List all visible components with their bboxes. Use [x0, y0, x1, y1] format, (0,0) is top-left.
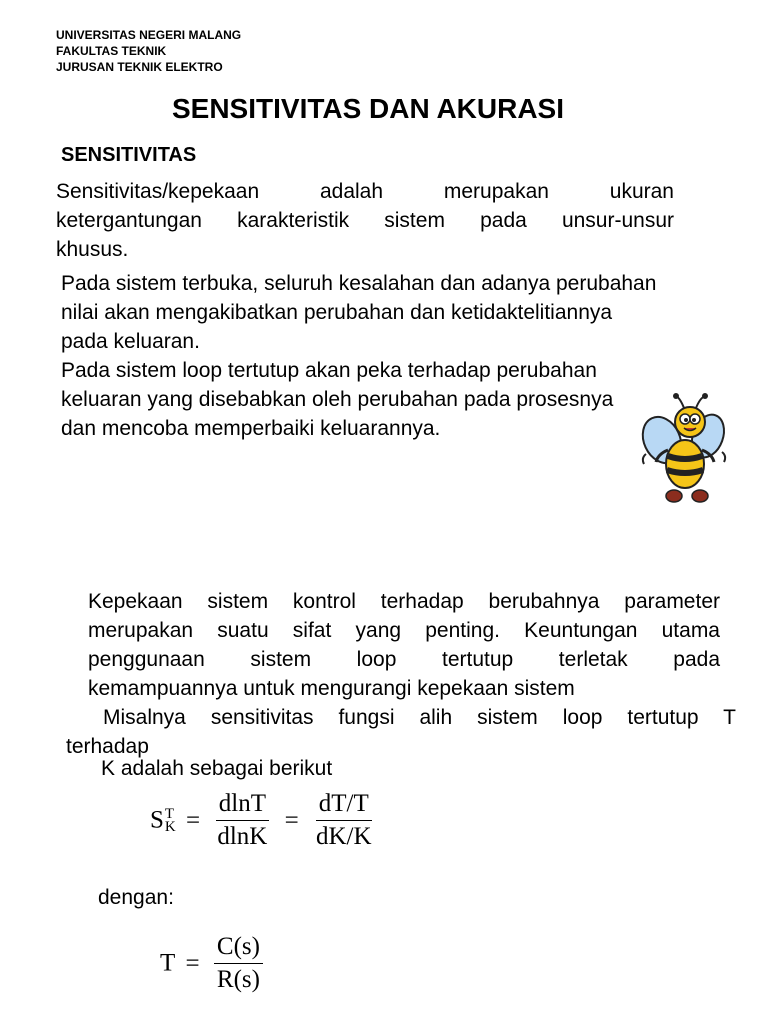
page-title: SENSITIVITAS DAN AKURASI: [171, 93, 565, 124]
faculty-name: FAKULTAS TEKNIK: [56, 44, 167, 58]
formula-lhs: T: [160, 949, 176, 977]
paragraph-line: nilai akan mengakibatkan perubahan dan ketidaktelitiannya: [61, 301, 613, 324]
paragraph-line: Sensitivitas/kepekaan adalah merupakan ukuran: [56, 180, 674, 203]
fraction-denominator: dlnK: [217, 823, 268, 850]
paragraph-line: Misalnya sensitivitas fungsi alih sistem loop tertutup T: [103, 706, 736, 729]
paragraph-line: penggunaan sistem loop tertutup terletak pada: [88, 648, 720, 671]
paragraph-sensitivity-advantage: [88, 587, 720, 703]
transfer-function-formula: [160, 933, 267, 994]
paragraph-line: merupakan suatu sifat yang penting. Keuntungan utama: [88, 619, 720, 642]
fraction-numerator: dlnT: [216, 790, 269, 821]
equals-sign: =: [284, 806, 299, 834]
paragraph-example: [66, 703, 736, 761]
formula-symbol-s: S: [150, 806, 164, 834]
university-name: UNIVERSITAS NEGERI MALANG: [56, 28, 242, 42]
paragraph-line: kemampuannya untuk mengurangi kepekaan sistem: [88, 677, 575, 700]
k-intro-text: K adalah sebagai berikut: [101, 757, 333, 780]
paragraph-line: keluaran yang disebabkan oleh perubahan pada prosesnya: [61, 388, 614, 411]
paragraph-line: dan mencoba memperbaiki keluarannya.: [61, 417, 441, 440]
department-name: JURUSAN TEKNIK ELEKTRO: [56, 60, 223, 74]
dengan-label: dengan:: [98, 886, 174, 909]
equals-sign: =: [185, 949, 200, 977]
section-heading: SENSITIVITAS: [61, 144, 197, 166]
sensitivity-formula: [150, 790, 379, 851]
fraction-transfer: [214, 933, 263, 994]
formula-sup-sub: [164, 805, 176, 835]
formula-subscript: K: [164, 818, 176, 835]
fraction-denominator: dK/K: [315, 823, 372, 850]
fraction-relative: [313, 790, 375, 851]
fraction-log: [214, 790, 270, 851]
fraction-numerator: C(s): [214, 933, 263, 964]
paragraph-line: Pada sistem terbuka, seluruh kesalahan dan adanya perubahan: [61, 272, 657, 295]
fraction-denominator: R(s): [216, 966, 260, 993]
paragraph-line: ketergantungan karakteristik sistem pada unsur-unsur: [56, 209, 674, 232]
bee-icon: [638, 393, 730, 502]
institution-header: [56, 27, 241, 75]
formula-superscript: T: [164, 805, 175, 822]
paragraph-definition: [56, 177, 674, 264]
paragraph-line: Pada sistem loop tertutup akan peka terhadap perubahan: [61, 359, 597, 382]
paragraph-line: terhadap: [66, 735, 149, 758]
bee-illustration: [638, 392, 730, 510]
paragraph-line: khusus.: [56, 238, 129, 261]
paragraph-line: Kepekaan sistem kontrol terhadap berubahnya parameter: [88, 590, 720, 613]
equals-sign: =: [186, 806, 201, 834]
paragraph-line: pada keluaran.: [61, 330, 200, 353]
fraction-numerator: dT/T: [316, 790, 372, 821]
